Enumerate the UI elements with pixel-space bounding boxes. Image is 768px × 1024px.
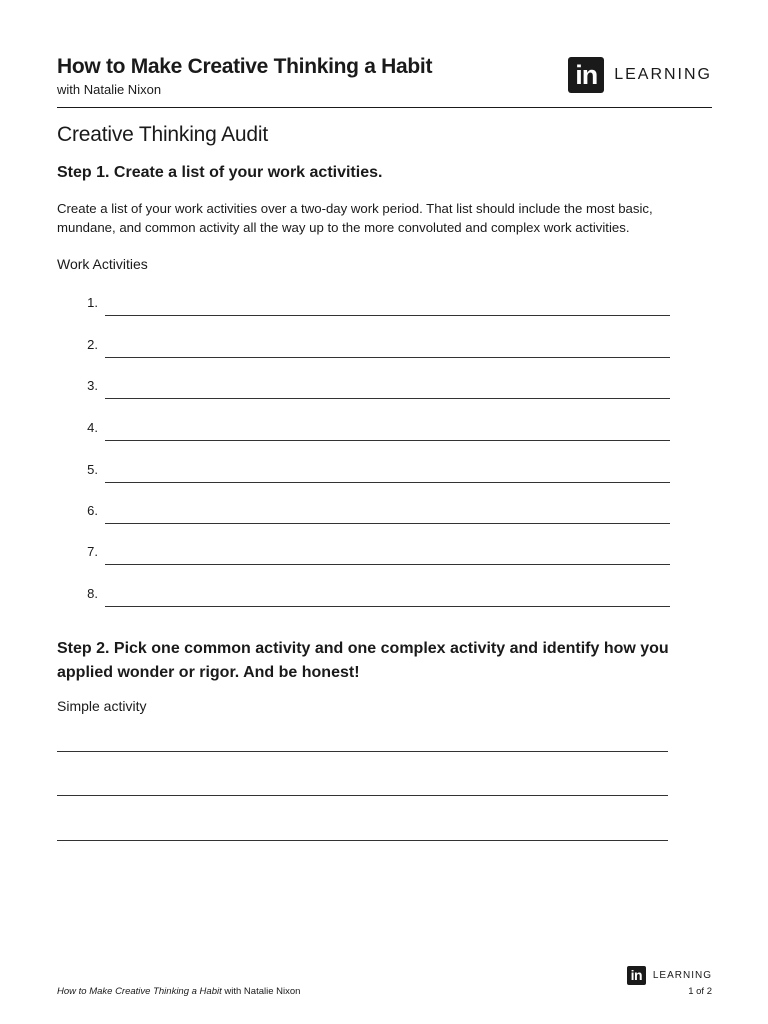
answer-line[interactable] [57,751,668,752]
list-item [0,503,768,523]
answer-line[interactable] [105,357,670,358]
answer-line[interactable] [105,523,670,524]
list-item-number: 1. [87,295,98,310]
linkedin-icon: in [568,57,604,93]
header-divider [57,107,712,108]
list-item-number: 6. [87,503,98,518]
footer-logo [627,966,712,985]
answer-line[interactable] [105,606,670,607]
answer-line[interactable] [57,840,668,841]
answer-line[interactable] [105,482,670,483]
list-item [0,420,768,440]
step2-heading: Step 2. Pick one common activity and one complex activity and identify how you applied wonder or rigor. And be honest! [57,640,678,681]
page-number: 1 of 2 [688,986,712,997]
list-item-number: 4. [87,420,98,435]
answer-line[interactable] [57,795,668,796]
work-activities-label: Work Activities [57,256,148,272]
section-title: Creative Thinking Audit [57,123,268,146]
list-item [0,378,768,398]
linkedin-learning-logo [568,57,712,93]
footer-course-title [57,986,300,997]
answer-line[interactable] [105,315,670,316]
list-item-number: 8. [87,586,98,601]
list-item [0,544,768,564]
list-item [0,586,768,606]
list-item-number: 3. [87,378,98,393]
simple-activity-label: Simple activity [57,698,147,714]
footer-title: How to Make Creative Thinking a Habit [57,986,222,997]
logo-wordmark: LEARNING [652,970,712,981]
list-item [0,337,768,357]
answer-line[interactable] [105,440,670,441]
document-header [57,54,712,108]
step1-description: Create a list of your work activities over a two-day work period. That list should include the most basic, mundane, and common activity all the way up to the more convoluted and complex work activities. [57,201,653,235]
list-item [0,295,768,315]
answer-line[interactable] [105,564,670,565]
list-item-number: 2. [87,337,98,352]
author-byline: with Natalie Nixon [57,82,162,97]
step1-heading: Step 1. Create a list of your work activities. [57,164,383,181]
answer-line[interactable] [105,398,670,399]
linkedin-icon: in [627,966,646,985]
footer-author: with Natalie Nixon [221,986,301,997]
list-item-number: 7. [87,544,98,559]
logo-wordmark: LEARNING [614,66,712,83]
list-item-number: 5. [87,462,98,477]
list-item [0,462,768,482]
document-title: How to Make Creative Thinking a Habit [57,55,433,78]
